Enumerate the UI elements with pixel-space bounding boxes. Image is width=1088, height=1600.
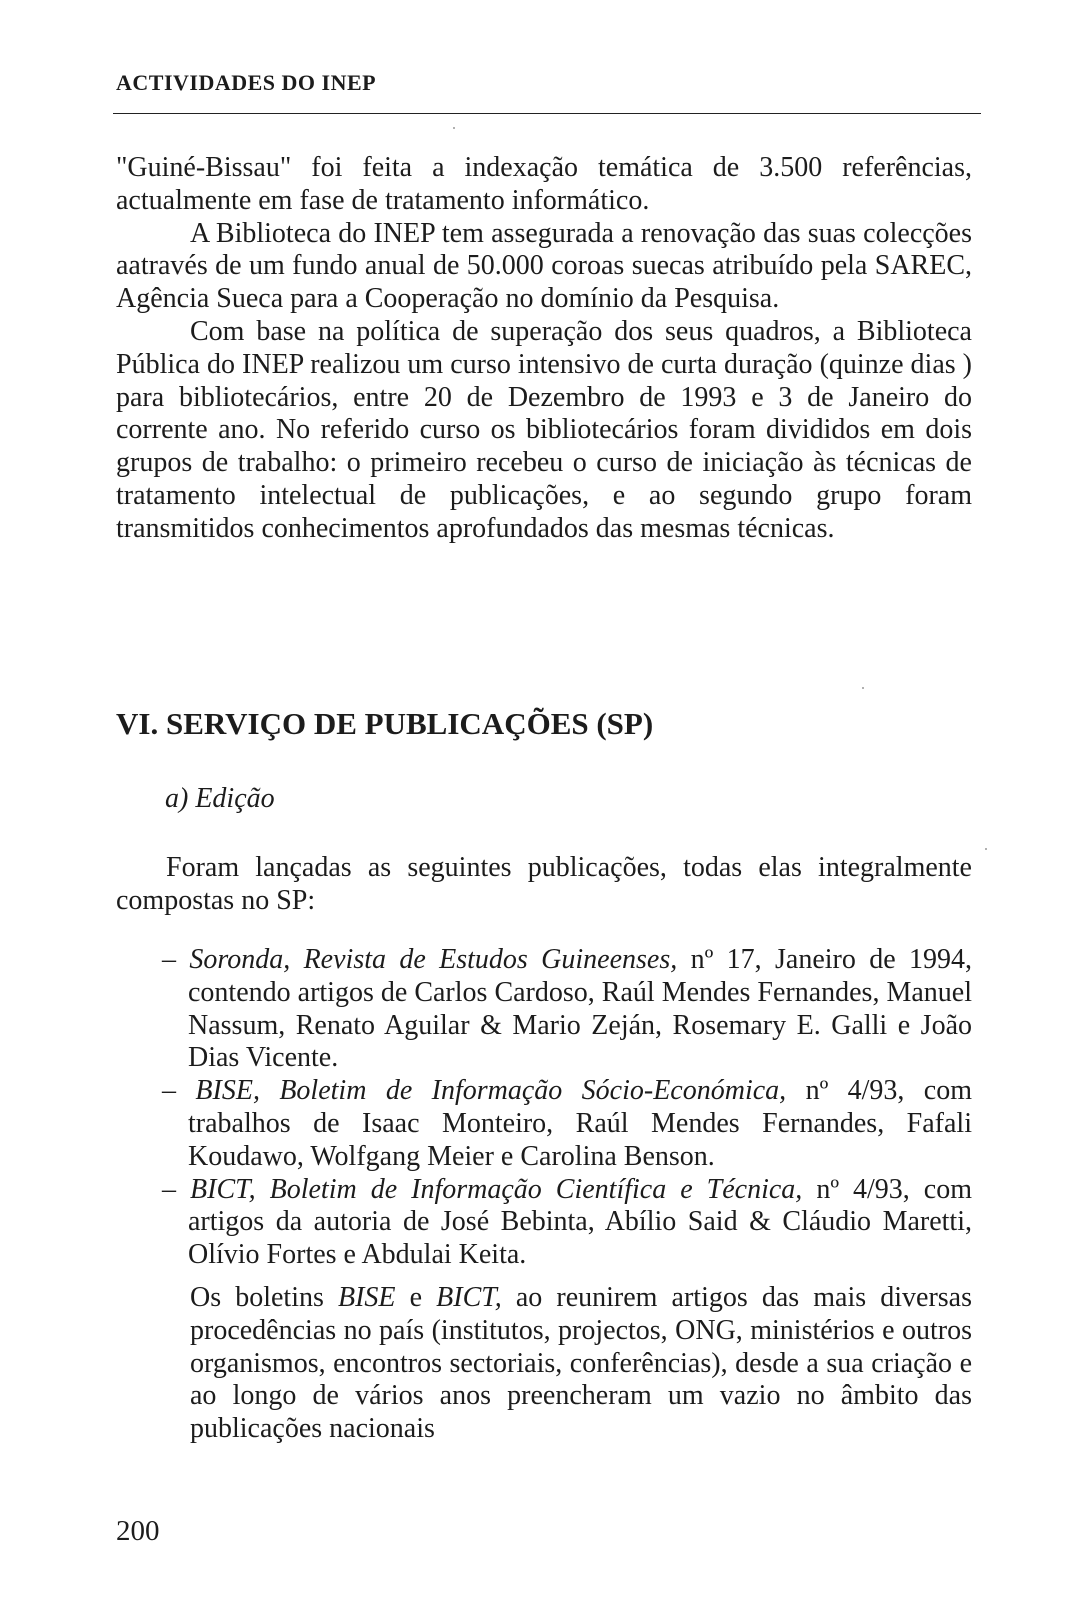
closing-paragraph [190,1282,972,1446]
closing-part-3: ao reunirem artigos das mais diversas procedências no país (institutos, projectos, ONG, ministérios e outros organismos, encontros sectoriais, conferências), desde a sua criação e ao longo de vários anos preencheram um vazio no âmbito das publicações nacionais [190,1282,972,1445]
publication-title: BISE, Boletim de Informação Sócio-Económica, [195,1075,787,1107]
page-number: 200 [116,1515,160,1547]
running-header: ACTIVIDADES DO INEP [116,70,377,95]
bise-name: BISE [337,1282,396,1313]
publication-list [162,944,972,1272]
subsection-heading: a) Edição [165,783,275,814]
header-rule [113,113,981,114]
publication-details: nº 4/93, com artigos da autoria de José Bebinta, Abílio Said & Cláudio Maretti, Olívio Fortes e Abdulai Keita. [188,1173,972,1271]
bict-name: BICT, [436,1282,502,1313]
body-text [116,152,972,546]
paragraph-1: "Guiné-Bissau" foi feita a indexação temática de 3.500 referências, actualmente em fase de tratamento informático. [116,152,972,216]
publication-details: nº 17, Janeiro de 1994, contendo artigos de Carlos Cardoso, Raúl Mendes Fernandes, Manuel Nassum, Renato Aguilar & Mario Zeján, Rosemary E. Galli e João Dias Vicente. [188,944,973,1074]
list-dash: – [162,1173,191,1205]
publication-title: Soronda, Revista de Estudos Guineenses, [189,944,678,975]
section-heading: VI. SERVIÇO DE PUBLICAÇÕES (SP) [116,706,654,741]
intro-paragraph: Foram lançadas as seguintes publicações, todas elas integralmente compostas no SP: [116,852,972,916]
paragraph-2: A Biblioteca do INEP tem assegurada a renovação das suas colecções aatravés de um fundo anual de 50.000 coroas suecas atribuído pela SAREC, Agência Sueca para a Cooperação no domínio da Pesquisa. [116,217,972,315]
list-dash: – [162,944,190,975]
scan-speck [985,848,987,850]
list-item [162,944,972,1075]
scan-speck [862,687,864,689]
list-dash: – [162,1075,196,1107]
closing-text [190,1282,972,1446]
publication-details: nº 4/93, com trabalhos de Isaac Monteiro, Raúl Mendes Fernandes, Fafali Koudawo, Wolfgang Meier e Carolina Benson. [188,1075,973,1172]
section-intro [116,852,972,918]
publication-title: BICT, Boletim de Informação Científica e Técnica, [190,1173,803,1205]
scan-speck [453,127,455,129]
paragraph-3: Com base na política de superação dos seus quadros, a Biblioteca Pública do INEP realizou um curso intensivo de curta duração (quinze dias ) para bibliotecários, entre 20 de Dezembro de 1993 e 3 de Janeiro do corrente ano. No referido curso os bibliotecários foram divididos em dois grupos de trabalho: o primeiro recebeu o curso de iniciação às técnicas de tratamento intelectual de publicações, e ao segundo grupo foram transmitidos conhecimentos aprofundados das mesmas técnicas. [116,315,972,544]
list-item [162,1174,972,1272]
list-item [162,1075,972,1173]
closing-part-2: e [395,1282,437,1313]
closing-part-1: Os boletins [190,1282,338,1313]
